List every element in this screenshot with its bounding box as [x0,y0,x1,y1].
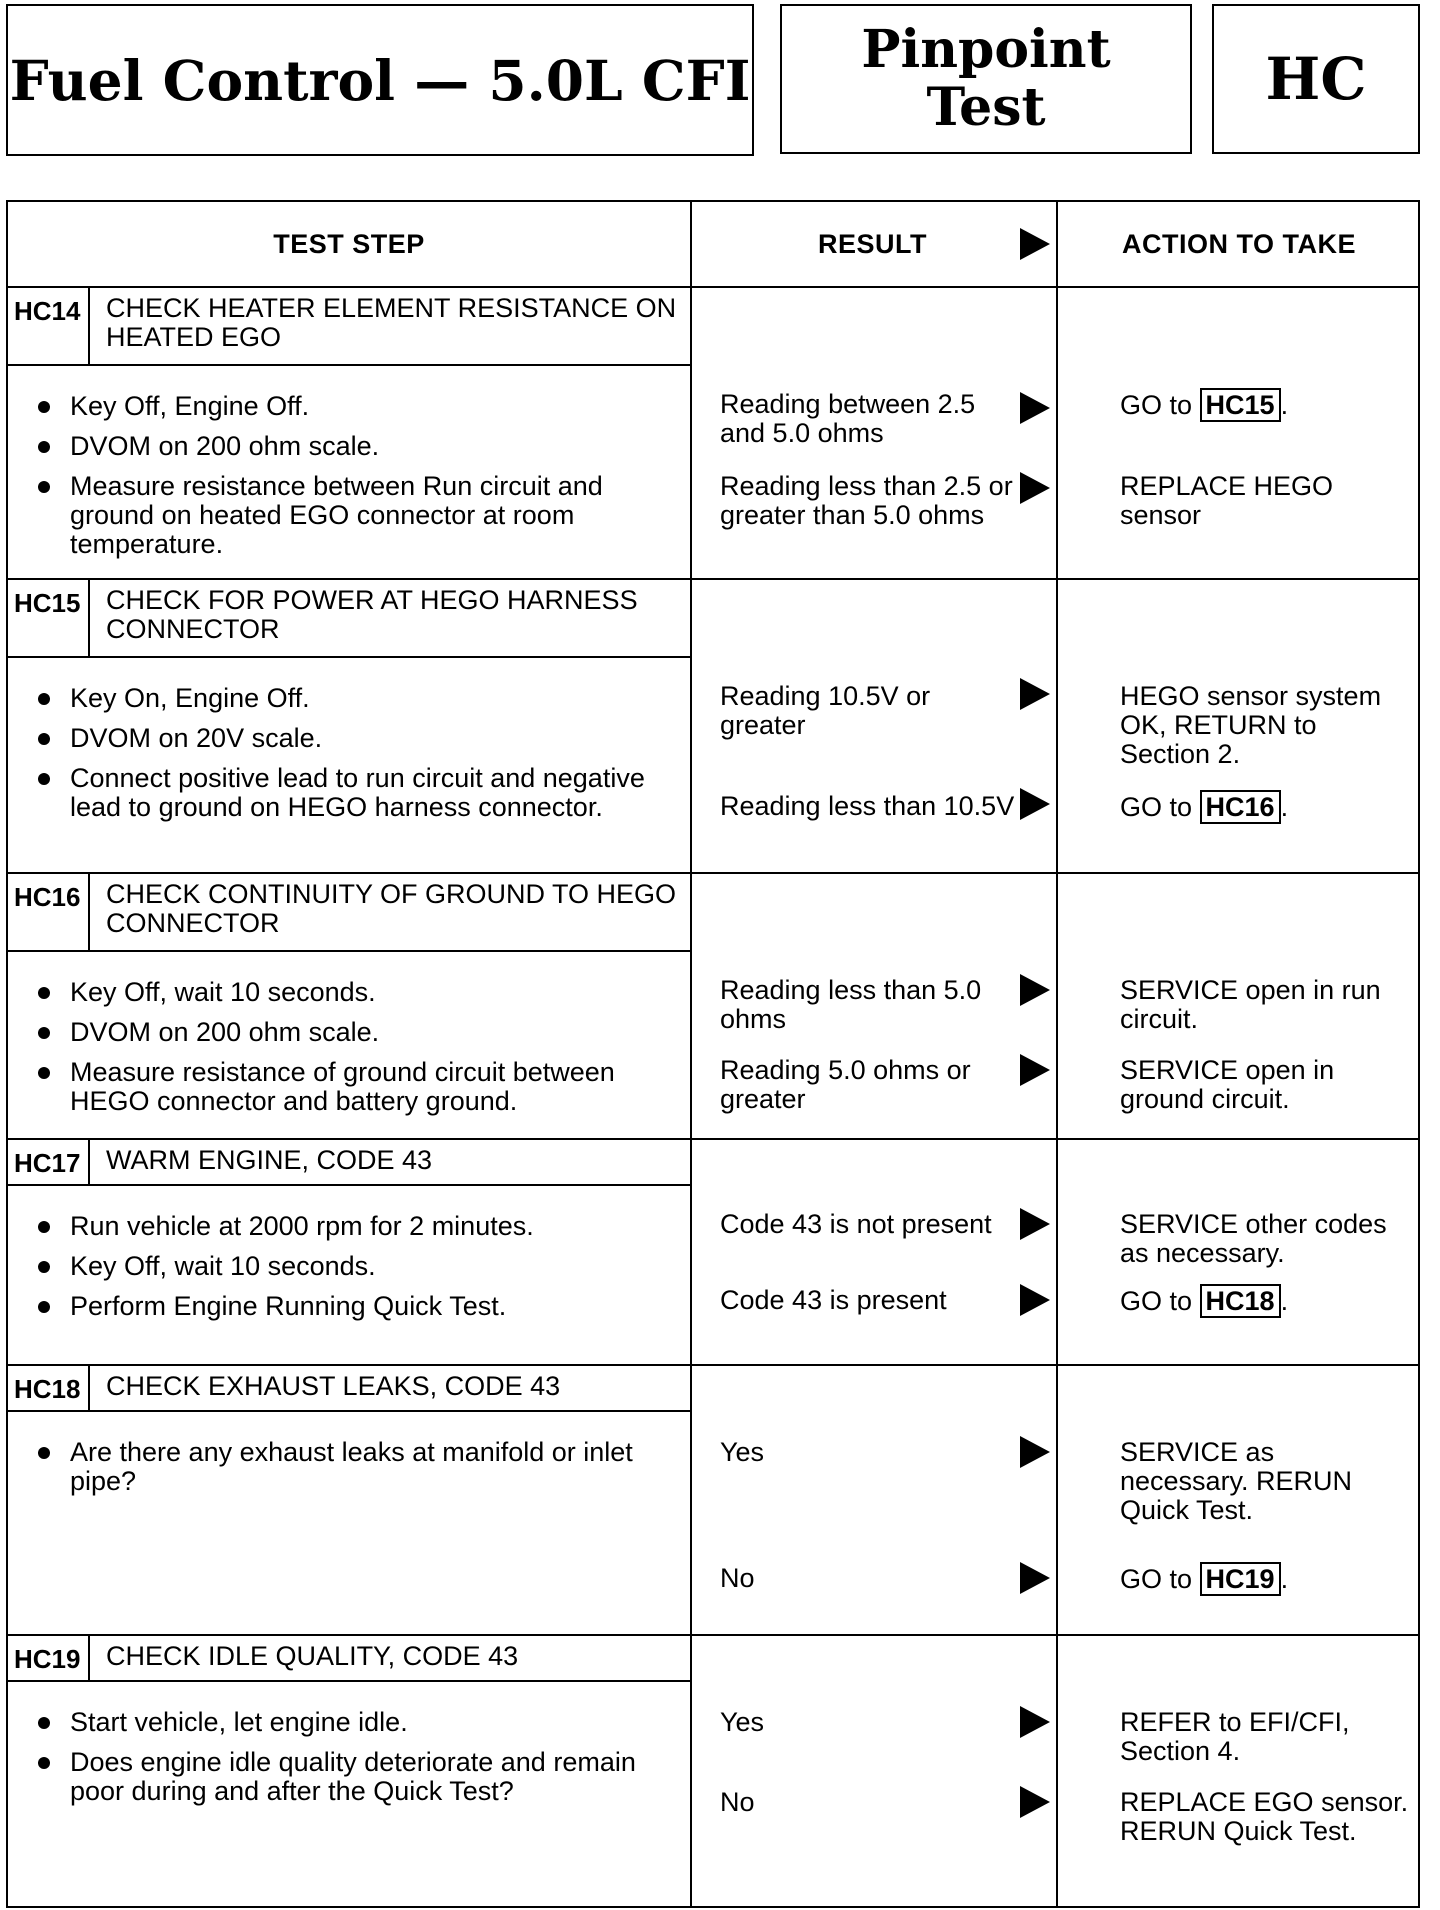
section-code-box [1212,4,1420,154]
step-code: HC17 [8,1140,90,1184]
step-instructions [32,1438,682,1507]
document-title-text: Fuel Control — 5.0L CFI [9,47,751,113]
action-text: SERVICE as necessary. RERUN Quick Test. [1120,1437,1353,1525]
action-text: REFER to EFI/CFI, Section 4. [1120,1707,1350,1766]
action-suffix: . [1280,1286,1289,1316]
arrow-icon [1020,974,1050,1006]
action-text [1120,1284,1410,1318]
instruction-item: DVOM on 200 ohm scale. [32,432,682,461]
column-header-action: ACTION TO TAKE [1122,228,1356,259]
instruction-item: Are there any exhaust leaks at manifold or inlet pipe? [32,1438,682,1496]
step-instructions [32,978,682,1127]
result-text: Code 43 is present [720,1285,947,1315]
action-text: REPLACE HEGO sensor [1120,471,1334,530]
step-header [8,580,690,658]
instruction-item: Start vehicle, let engine idle. [32,1708,682,1737]
arrow-icon [1020,1706,1050,1738]
step-header [8,288,690,366]
test-step-section [8,580,1418,872]
arrow-icon [1020,1562,1050,1594]
test-step-section [8,288,1418,578]
result-text: Reading less than 2.5 or greater than 5.0 ohms [720,471,1013,530]
action-text: REPLACE EGO sensor. RERUN Quick Test. [1120,1787,1409,1846]
instruction-item: Perform Engine Running Quick Test. [32,1292,682,1321]
result-text: Reading 10.5V or greater [720,681,931,740]
step-code: HC15 [8,580,90,656]
result-text: Reading less than 10.5V [720,791,1015,821]
step-header [8,1140,690,1186]
action-prefix: GO to [1120,1564,1193,1594]
instruction-item: Key Off, wait 10 seconds. [32,1252,682,1281]
document-title [6,4,754,156]
result-text: Code 43 is not present [720,1209,992,1239]
arrow-icon [1020,1284,1050,1316]
instruction-item: Key Off, Engine Off. [32,392,682,421]
action-text [1120,790,1410,824]
action-prefix: GO to [1120,390,1193,420]
action-text: SERVICE other codes as necessary. [1120,1209,1387,1268]
action-prefix: GO to [1120,792,1193,822]
step-code: HC16 [8,874,90,950]
step-title: CHECK FOR POWER AT HEGO HARNESS CONNECTOR [106,585,638,644]
action-text [1120,388,1410,422]
test-step-section [8,874,1418,1138]
step-title: CHECK CONTINUITY OF GROUND TO HEGO CONNECTOR [106,879,677,938]
arrow-icon [1020,1786,1050,1818]
goto-step-link[interactable]: HC18 [1200,1284,1281,1318]
step-title: WARM ENGINE, CODE 43 [106,1145,433,1175]
instruction-item: DVOM on 20V scale. [32,724,682,753]
step-header [8,1366,690,1412]
action-text: SERVICE open in run circuit. [1120,975,1381,1034]
test-type-box [780,4,1192,154]
instruction-item: Measure resistance between Run circuit and ground on heated EGO connector at room temperature. [32,472,682,559]
arrow-icon [1020,678,1050,710]
action-prefix: GO to [1120,1286,1193,1316]
step-code: HC18 [8,1366,90,1410]
action-text: HEGO sensor system OK, RETURN to Section 2. [1120,681,1382,769]
action-suffix: . [1280,1564,1289,1594]
step-title: CHECK EXHAUST LEAKS, CODE 43 [106,1371,561,1401]
goto-step-link[interactable]: HC15 [1200,388,1281,422]
action-suffix: . [1280,390,1289,420]
instruction-item: Measure resistance of ground circuit between HEGO connector and battery ground. [32,1058,682,1116]
step-code: HC14 [8,288,90,364]
result-text: No [720,1787,755,1817]
result-text: No [720,1563,755,1593]
step-header [8,874,690,952]
arrow-icon [1020,1436,1050,1468]
result-text: Reading 5.0 ohms or greater [720,1055,971,1114]
test-type-line1: Pinpoint [861,19,1111,80]
arrow-icon [1020,1208,1050,1240]
arrow-icon [1020,1054,1050,1086]
column-header-result: RESULT [818,228,927,259]
step-instructions [32,1708,682,1817]
action-text [1120,1562,1410,1596]
instruction-item: Does engine idle quality deteriorate and remain poor during and after the Quick Test? [32,1748,682,1806]
step-instructions [32,1212,682,1332]
result-text: Reading between 2.5 and 5.0 ohms [720,389,976,448]
test-step-section [8,1636,1418,1906]
instruction-item: DVOM on 200 ohm scale. [32,1018,682,1047]
step-title: CHECK IDLE QUALITY, CODE 43 [106,1641,519,1671]
step-instructions [32,392,682,570]
arrow-icon [1020,392,1050,424]
section-code: HC [1265,45,1367,113]
step-header [8,1636,690,1682]
test-type-line2: Test [926,77,1046,138]
arrow-icon [1020,228,1050,260]
step-title: CHECK HEATER ELEMENT RESISTANCE ON HEATED EGO [106,293,677,352]
action-text: SERVICE open in ground circuit. [1120,1055,1335,1114]
test-step-section [8,1366,1418,1634]
instruction-item: Key Off, wait 10 seconds. [32,978,682,1007]
column-header-test-step: TEST STEP [273,228,425,259]
test-step-section [8,1140,1418,1364]
pinpoint-test-table [6,200,1420,1908]
step-code: HC19 [8,1636,90,1680]
arrow-icon [1020,472,1050,504]
goto-step-link[interactable]: HC16 [1200,790,1281,824]
instruction-item: Connect positive lead to run circuit and negative lead to ground on HEGO harness connector. [32,764,682,822]
result-text: Yes [720,1707,765,1737]
instruction-item: Key On, Engine Off. [32,684,682,713]
result-text: Yes [720,1437,765,1467]
action-suffix: . [1280,792,1289,822]
goto-step-link[interactable]: HC19 [1200,1562,1281,1596]
arrow-icon [1020,788,1050,820]
result-text: Reading less than 5.0 ohms [720,975,982,1034]
instruction-item: Run vehicle at 2000 rpm for 2 minutes. [32,1212,682,1241]
step-instructions [32,684,682,833]
